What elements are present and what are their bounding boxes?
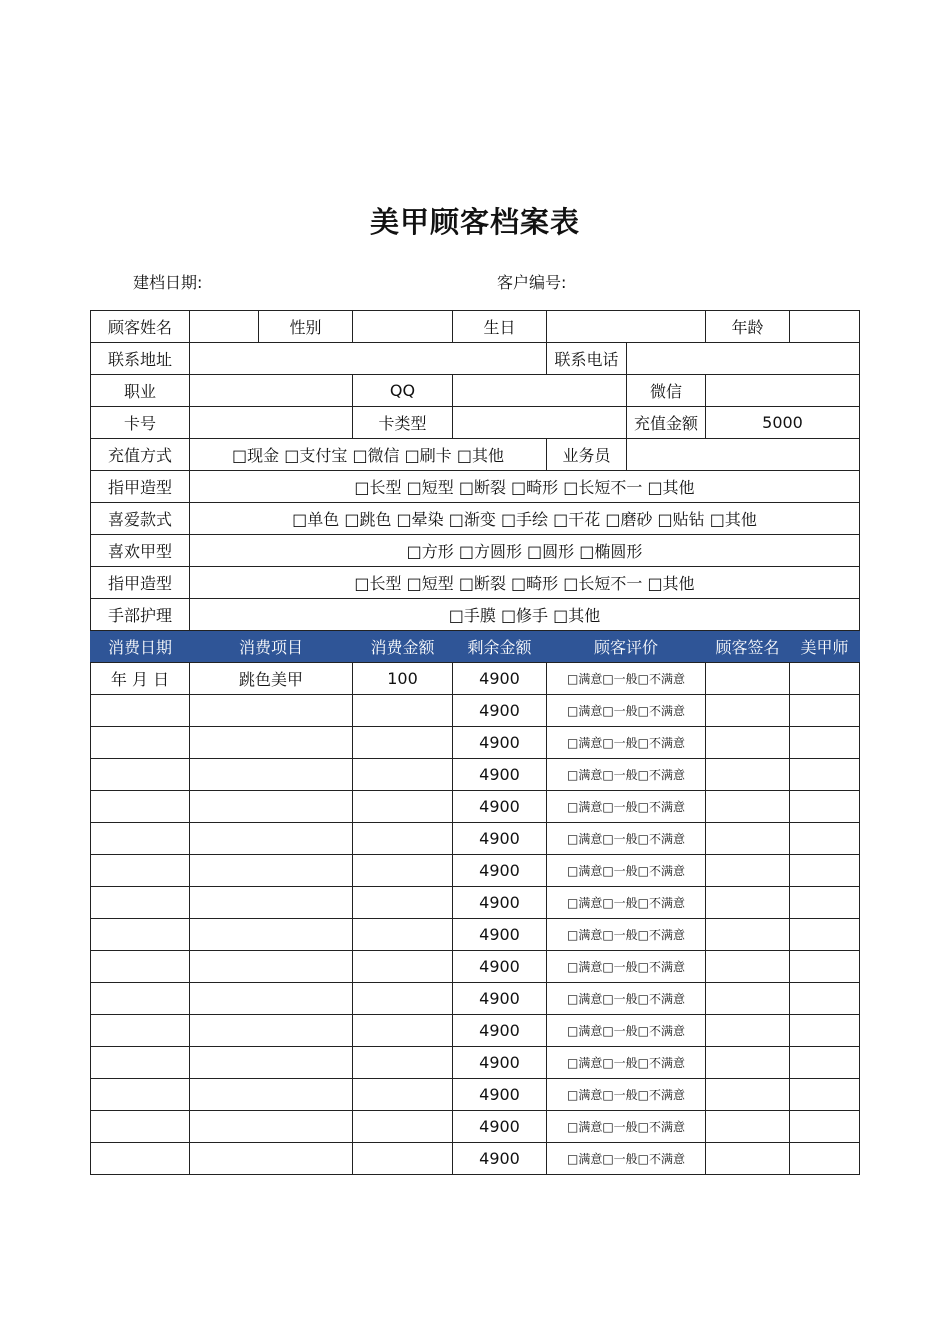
records-header-balance: 剩余金额: [453, 631, 547, 663]
records-header-signature: 顾客签名: [706, 631, 790, 663]
card-number-label: 卡号: [91, 407, 190, 439]
record-technician[interactable]: [790, 1079, 860, 1111]
record-balance: 4900: [453, 951, 547, 983]
record-evaluation[interactable]: □满意□一般□不满意: [547, 1015, 706, 1047]
nail-shape-options[interactable]: □长型 □短型 □断裂 □畸形 □长短不一 □其他: [190, 471, 860, 503]
record-evaluation[interactable]: □满意□一般□不满意: [547, 919, 706, 951]
record-amount[interactable]: [353, 727, 453, 759]
record-signature[interactable]: [706, 823, 790, 855]
record-balance: 4900: [453, 887, 547, 919]
customer-profile-table: [90, 310, 860, 1175]
birthday-value[interactable]: [547, 311, 706, 343]
record-technician[interactable]: [790, 759, 860, 791]
record-technician[interactable]: [790, 887, 860, 919]
record-item[interactable]: [190, 1015, 353, 1047]
record-date[interactable]: [91, 951, 190, 983]
table-row: [91, 663, 860, 695]
record-signature[interactable]: [706, 1047, 790, 1079]
table-row: [91, 1111, 860, 1143]
record-evaluation[interactable]: □满意□一般□不满意: [547, 663, 706, 695]
record-date[interactable]: [91, 1047, 190, 1079]
record-date[interactable]: [91, 695, 190, 727]
record-item[interactable]: [190, 1079, 353, 1111]
salesman-label: 业务员: [547, 439, 627, 471]
record-balance: 4900: [453, 727, 547, 759]
recharge-method-label: 充值方式: [91, 439, 190, 471]
record-date[interactable]: [91, 983, 190, 1015]
address-label: 联系地址: [91, 343, 190, 375]
record-amount[interactable]: [353, 1015, 453, 1047]
table-row: [91, 791, 860, 823]
table-row: [91, 887, 860, 919]
record-signature[interactable]: [706, 887, 790, 919]
create-date-label: 建档日期:: [133, 273, 203, 292]
table-row: [91, 1079, 860, 1111]
record-technician[interactable]: [790, 663, 860, 695]
wechat-label: 微信: [627, 375, 706, 407]
record-amount[interactable]: [353, 951, 453, 983]
occupation-value[interactable]: [190, 375, 353, 407]
record-item[interactable]: [190, 1111, 353, 1143]
record-evaluation[interactable]: □满意□一般□不满意: [547, 887, 706, 919]
record-balance: 4900: [453, 1047, 547, 1079]
nail-shape2-options[interactable]: □长型 □短型 □断裂 □畸形 □长短不一 □其他: [190, 567, 860, 599]
record-balance: 4900: [453, 1111, 547, 1143]
record-evaluation[interactable]: □满意□一般□不满意: [547, 727, 706, 759]
record-balance: 4900: [453, 855, 547, 887]
age-label: 年龄: [706, 311, 790, 343]
table-row: [91, 983, 860, 1015]
record-signature[interactable]: [706, 919, 790, 951]
table-row: [91, 823, 860, 855]
recharge-method-options[interactable]: □现金 □支付宝 □微信 □刷卡 □其他: [190, 439, 547, 471]
recharge-amount-label: 充值金额: [627, 407, 706, 439]
record-signature[interactable]: [706, 1015, 790, 1047]
record-amount[interactable]: [353, 1079, 453, 1111]
record-item[interactable]: [190, 1047, 353, 1079]
hand-care-label: 手部护理: [91, 599, 190, 631]
record-amount[interactable]: 100: [353, 663, 453, 695]
record-date[interactable]: [91, 1111, 190, 1143]
record-item[interactable]: [190, 695, 353, 727]
records-header-amount: 消费金额: [353, 631, 453, 663]
record-balance: 4900: [453, 1079, 547, 1111]
record-item[interactable]: [190, 855, 353, 887]
nail-type-label: 喜欢甲型: [91, 535, 190, 567]
records-header-row: [91, 631, 860, 663]
record-item[interactable]: [190, 983, 353, 1015]
record-item[interactable]: [190, 887, 353, 919]
favorite-style-label: 喜爱款式: [91, 503, 190, 535]
record-evaluation[interactable]: □满意□一般□不满意: [547, 695, 706, 727]
table-row: [91, 855, 860, 887]
recharge-amount-value[interactable]: 5000: [706, 407, 860, 439]
record-amount[interactable]: [353, 695, 453, 727]
record-date[interactable]: 年 月 日: [91, 663, 190, 695]
records-header-evaluation: 顾客评价: [547, 631, 706, 663]
record-technician[interactable]: [790, 1047, 860, 1079]
record-amount[interactable]: [353, 1111, 453, 1143]
record-amount[interactable]: [353, 1143, 453, 1175]
page-title: 美甲顾客档案表: [369, 205, 580, 239]
record-signature[interactable]: [706, 791, 790, 823]
customer-number-label: 客户编号:: [497, 273, 567, 292]
phone-value[interactable]: [627, 343, 860, 375]
record-balance: 4900: [453, 1143, 547, 1175]
record-item[interactable]: [190, 951, 353, 983]
record-signature[interactable]: [706, 1079, 790, 1111]
wechat-value[interactable]: [706, 375, 860, 407]
record-balance: 4900: [453, 791, 547, 823]
record-amount[interactable]: [353, 855, 453, 887]
table-row: [91, 919, 860, 951]
record-technician[interactable]: [790, 791, 860, 823]
records-header-technician: 美甲师: [790, 631, 860, 663]
record-item[interactable]: [190, 823, 353, 855]
table-row: [91, 759, 860, 791]
table-row: [91, 727, 860, 759]
phone-label: 联系电话: [547, 343, 627, 375]
card-type-value[interactable]: [453, 407, 627, 439]
record-evaluation[interactable]: □满意□一般□不满意: [547, 951, 706, 983]
record-signature[interactable]: [706, 983, 790, 1015]
nail-shape2-label: 指甲造型: [91, 567, 190, 599]
record-technician[interactable]: [790, 1143, 860, 1175]
record-signature[interactable]: [706, 695, 790, 727]
table-row: [91, 695, 860, 727]
record-item[interactable]: [190, 759, 353, 791]
records-header-item: 消费项目: [190, 631, 353, 663]
record-amount[interactable]: [353, 887, 453, 919]
record-technician[interactable]: [790, 1015, 860, 1047]
record-technician[interactable]: [790, 1111, 860, 1143]
gender-label: 性别: [259, 311, 353, 343]
record-evaluation[interactable]: □满意□一般□不满意: [547, 759, 706, 791]
record-balance: 4900: [453, 695, 547, 727]
gender-value[interactable]: [353, 311, 453, 343]
record-date[interactable]: [91, 727, 190, 759]
record-technician[interactable]: [790, 695, 860, 727]
record-technician[interactable]: [790, 951, 860, 983]
record-item[interactable]: [190, 727, 353, 759]
table-row: [91, 1143, 860, 1175]
record-evaluation[interactable]: □满意□一般□不满意: [547, 855, 706, 887]
records-header-date: 消费日期: [91, 631, 190, 663]
customer-name-value[interactable]: [190, 311, 259, 343]
record-evaluation[interactable]: □满意□一般□不满意: [547, 1047, 706, 1079]
record-amount[interactable]: [353, 1047, 453, 1079]
record-item[interactable]: [190, 1143, 353, 1175]
customer-name-label: 顾客姓名: [91, 311, 190, 343]
record-evaluation[interactable]: □满意□一般□不满意: [547, 983, 706, 1015]
record-item[interactable]: [190, 791, 353, 823]
qq-label: QQ: [353, 375, 453, 407]
nail-shape-label: 指甲造型: [91, 471, 190, 503]
record-signature[interactable]: [706, 951, 790, 983]
table-row: [91, 951, 860, 983]
record-technician[interactable]: [790, 983, 860, 1015]
record-evaluation[interactable]: □满意□一般□不满意: [547, 1143, 706, 1175]
record-amount[interactable]: [353, 983, 453, 1015]
record-date[interactable]: [91, 1015, 190, 1047]
record-signature[interactable]: [706, 663, 790, 695]
record-date[interactable]: [91, 823, 190, 855]
record-balance: 4900: [453, 823, 547, 855]
table-row: [91, 1015, 860, 1047]
record-technician[interactable]: [790, 919, 860, 951]
record-technician[interactable]: [790, 823, 860, 855]
table-row: [91, 1047, 860, 1079]
record-amount[interactable]: [353, 823, 453, 855]
record-technician[interactable]: [790, 727, 860, 759]
hand-care-options[interactable]: □手膜 □修手 □其他: [190, 599, 860, 631]
record-date[interactable]: [91, 791, 190, 823]
age-value[interactable]: [790, 311, 860, 343]
record-technician[interactable]: [790, 855, 860, 887]
birthday-label: 生日: [453, 311, 547, 343]
record-item[interactable]: [190, 919, 353, 951]
record-balance: 4900: [453, 919, 547, 951]
record-signature[interactable]: [706, 1143, 790, 1175]
record-date[interactable]: [91, 1079, 190, 1111]
record-date[interactable]: [91, 919, 190, 951]
record-evaluation[interactable]: □满意□一般□不满意: [547, 1079, 706, 1111]
card-type-label: 卡类型: [353, 407, 453, 439]
card-number-value[interactable]: [190, 407, 353, 439]
record-date[interactable]: [91, 855, 190, 887]
record-item[interactable]: 跳色美甲: [190, 663, 353, 695]
record-signature[interactable]: [706, 759, 790, 791]
record-evaluation[interactable]: □满意□一般□不满意: [547, 791, 706, 823]
record-evaluation[interactable]: □满意□一般□不满意: [547, 1111, 706, 1143]
record-balance: 4900: [453, 983, 547, 1015]
record-date[interactable]: [91, 1143, 190, 1175]
record-balance: 4900: [453, 1015, 547, 1047]
nail-type-options[interactable]: □方形 □方圆形 □圆形 □椭圆形: [190, 535, 860, 567]
record-amount[interactable]: [353, 791, 453, 823]
record-signature[interactable]: [706, 1111, 790, 1143]
record-signature[interactable]: [706, 855, 790, 887]
record-amount[interactable]: [353, 759, 453, 791]
record-balance: 4900: [453, 663, 547, 695]
record-date[interactable]: [91, 759, 190, 791]
address-value[interactable]: [190, 343, 547, 375]
record-balance: 4900: [453, 759, 547, 791]
occupation-label: 职业: [91, 375, 190, 407]
qq-value[interactable]: [453, 375, 627, 407]
record-evaluation[interactable]: □满意□一般□不满意: [547, 823, 706, 855]
favorite-style-options[interactable]: □单色 □跳色 □晕染 □渐变 □手绘 □干花 □磨砂 □贴钻 □其他: [190, 503, 860, 535]
record-date[interactable]: [91, 887, 190, 919]
record-signature[interactable]: [706, 727, 790, 759]
record-amount[interactable]: [353, 919, 453, 951]
salesman-value[interactable]: [627, 439, 860, 471]
